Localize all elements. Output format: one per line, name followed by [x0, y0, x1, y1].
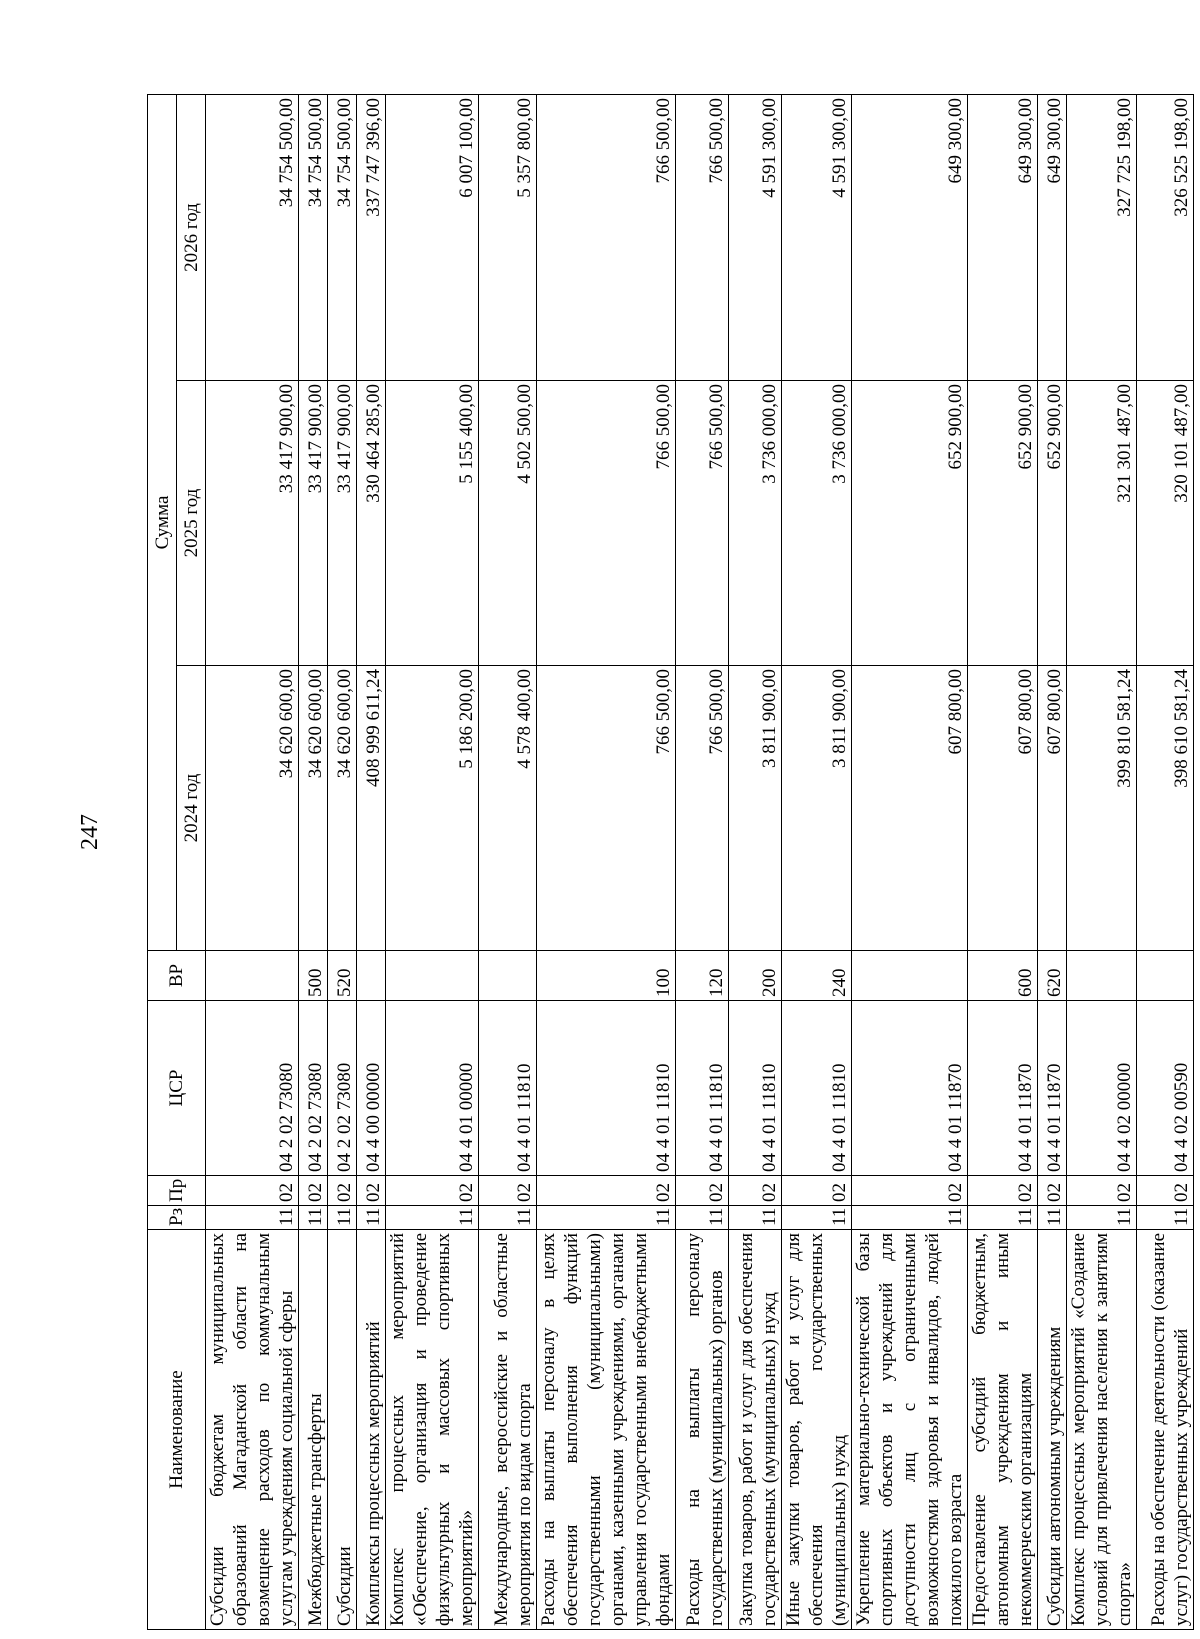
row-name: Субсидии бюджетам муниципальных образований Магаданской области на возмещение расходов по коммунальным услугам учреждениям социальной сферы	[206, 1230, 299, 1630]
table-row	[852, 94, 968, 1629]
row-sum-2026: 34 754 500,00	[206, 94, 299, 380]
row-sum-2024: 398 610 581,24	[1137, 666, 1194, 951]
row-sum-2026: 5 357 800,00	[479, 94, 537, 380]
row-pr: 02	[1137, 1176, 1194, 1206]
row-name: Иные закупки товаров, работ и услуг для обеспечения государственных (муниципальных) нужд	[782, 1230, 852, 1630]
row-csr: 04 4 01 11870	[852, 1001, 968, 1176]
row-sum-2025: 766 500,00	[537, 381, 676, 666]
row-pr: 02	[299, 1176, 328, 1206]
row-sum-2024: 408 999 611,24	[357, 666, 386, 951]
row-pr: 02	[782, 1176, 852, 1206]
row-sum-2024: 3 811 900,00	[782, 666, 852, 951]
row-sum-2025: 652 900,00	[1038, 381, 1067, 666]
header-row-1	[148, 94, 177, 1629]
row-name: Укрепление материально-технической базы спортивных объектов и учреждений для доступности лиц с ограниченными возможностями здоровья и инвалидов, людей пожилого возраста	[852, 1230, 968, 1630]
row-vr	[1137, 951, 1194, 1001]
table-row	[537, 94, 676, 1629]
table-row	[299, 94, 328, 1629]
row-rz: 11	[676, 1206, 729, 1230]
row-csr: 04 4 00 00000	[357, 1001, 386, 1176]
row-vr: 240	[782, 951, 852, 1001]
row-vr	[386, 951, 479, 1001]
row-sum-2025: 33 417 900,00	[299, 381, 328, 666]
header-2024: 2024 год	[177, 666, 206, 951]
row-rz: 11	[328, 1206, 357, 1230]
table-row	[206, 94, 299, 1629]
table-row	[1137, 94, 1194, 1629]
row-sum-2025: 3 736 000,00	[729, 381, 782, 666]
row-pr: 02	[357, 1176, 386, 1206]
row-csr: 04 4 01 00000	[386, 1001, 479, 1176]
row-sum-2025: 320 101 487,00	[1137, 381, 1194, 666]
row-name: Расходы на выплаты персоналу государственных (муниципальных) органов	[676, 1230, 729, 1630]
table-row	[782, 94, 852, 1629]
row-csr: 04 4 01 11810	[479, 1001, 537, 1176]
row-rz: 11	[1038, 1206, 1067, 1230]
header-name: Наименование	[148, 1230, 206, 1630]
row-pr: 02	[479, 1176, 537, 1206]
row-csr: 04 4 02 00000	[1067, 1001, 1137, 1176]
row-sum-2024: 3 811 900,00	[729, 666, 782, 951]
row-rz: 11	[299, 1206, 328, 1230]
row-rz: 11	[782, 1206, 852, 1230]
row-vr: 100	[537, 951, 676, 1001]
row-sum-2026: 649 300,00	[852, 94, 968, 380]
table-row	[479, 94, 537, 1629]
row-sum-2025: 766 500,00	[676, 381, 729, 666]
table-row	[968, 94, 1038, 1629]
row-vr: 120	[676, 951, 729, 1001]
row-sum-2025: 321 301 487,00	[1067, 381, 1137, 666]
row-sum-2024: 399 810 581,24	[1067, 666, 1137, 951]
row-sum-2025: 33 417 900,00	[206, 381, 299, 666]
row-name: Комплексы процессных мероприятий	[357, 1230, 386, 1630]
table-row	[1038, 94, 1067, 1629]
table-row	[328, 94, 357, 1629]
budget-table	[147, 94, 1194, 1630]
row-vr	[206, 951, 299, 1001]
row-vr: 520	[328, 951, 357, 1001]
row-sum-2026: 4 591 300,00	[782, 94, 852, 380]
budget-table-rotated	[147, 95, 1192, 1630]
row-csr: 04 4 01 11870	[968, 1001, 1038, 1176]
row-rz: 11	[1067, 1206, 1137, 1230]
row-sum-2024: 5 186 200,00	[386, 666, 479, 951]
row-sum-2026: 766 500,00	[676, 94, 729, 380]
row-pr: 02	[537, 1176, 676, 1206]
row-csr: 04 4 01 11870	[1038, 1001, 1067, 1176]
row-pr: 02	[676, 1176, 729, 1206]
row-vr	[1067, 951, 1137, 1001]
header-rz: Рз	[148, 1206, 206, 1230]
row-vr: 600	[968, 951, 1038, 1001]
row-csr: 04 4 01 11810	[676, 1001, 729, 1176]
row-sum-2026: 337 747 396,00	[357, 94, 386, 380]
row-rz: 11	[479, 1206, 537, 1230]
row-vr	[852, 951, 968, 1001]
row-csr: 04 2 02 73080	[206, 1001, 299, 1176]
row-rz: 11	[386, 1206, 479, 1230]
row-sum-2024: 34 620 600,00	[299, 666, 328, 951]
row-name: Международные, всероссийские и областные мероприятия по видам спорта	[479, 1230, 537, 1630]
table-row	[729, 94, 782, 1629]
row-pr: 02	[206, 1176, 299, 1206]
row-name: Расходы на выплаты персоналу в целях обеспечения выполнения функций государственными (муниципальными) органами, казенными учреждениями, органами управления государственными внебюджетными фондами	[537, 1230, 676, 1630]
row-pr: 02	[852, 1176, 968, 1206]
table-row	[386, 94, 479, 1629]
header-2025: 2025 год	[177, 381, 206, 666]
row-sum-2024: 34 620 600,00	[206, 666, 299, 951]
row-name: Комплекс процессных мероприятий «Создание условий для привлечения населения к занятиям спорта»	[1067, 1230, 1137, 1630]
row-vr: 200	[729, 951, 782, 1001]
row-rz: 11	[1137, 1206, 1194, 1230]
row-sum-2024: 607 800,00	[1038, 666, 1067, 951]
row-rz: 11	[357, 1206, 386, 1230]
row-name: Предоставление субсидий бюджетным, автономным учреждениям и иным некоммерческим организациям	[968, 1230, 1038, 1630]
row-rz: 11	[968, 1206, 1038, 1230]
row-name: Комплекс процессных мероприятий «Обеспечение, организация и проведение физкультурных и массовых спортивных мероприятий»	[386, 1230, 479, 1630]
row-name: Субсидии	[328, 1230, 357, 1630]
row-sum-2026: 326 525 198,00	[1137, 94, 1194, 380]
row-name: Закупка товаров, работ и услуг для обеспечения государственных (муниципальных) нужд	[729, 1230, 782, 1630]
row-csr: 04 4 01 11810	[537, 1001, 676, 1176]
row-pr: 02	[968, 1176, 1038, 1206]
row-sum-2025: 5 155 400,00	[386, 381, 479, 666]
header-vr: ВР	[148, 951, 206, 1001]
row-sum-2026: 6 007 100,00	[386, 94, 479, 380]
row-sum-2025: 4 502 500,00	[479, 381, 537, 666]
table-row	[676, 94, 729, 1629]
row-sum-2024: 766 500,00	[676, 666, 729, 951]
header-pr: Пр	[148, 1176, 206, 1206]
row-rz: 11	[729, 1206, 782, 1230]
row-pr: 02	[328, 1176, 357, 1206]
row-sum-2024: 607 800,00	[968, 666, 1038, 951]
row-rz: 11	[537, 1206, 676, 1230]
row-sum-2025: 3 736 000,00	[782, 381, 852, 666]
row-sum-2025: 652 900,00	[968, 381, 1038, 666]
row-sum-2026: 34 754 500,00	[299, 94, 328, 380]
header-2026: 2026 год	[177, 94, 206, 380]
page-number: 247	[77, 814, 103, 850]
row-sum-2025: 33 417 900,00	[328, 381, 357, 666]
row-pr: 02	[1038, 1176, 1067, 1206]
row-sum-2024: 4 578 400,00	[479, 666, 537, 951]
row-sum-2024: 766 500,00	[537, 666, 676, 951]
row-vr	[479, 951, 537, 1001]
row-pr: 02	[729, 1176, 782, 1206]
row-sum-2026: 34 754 500,00	[328, 94, 357, 380]
row-sum-2025: 330 464 285,00	[357, 381, 386, 666]
table-row	[357, 94, 386, 1629]
row-name: Субсидии автономным учреждениям	[1038, 1230, 1067, 1630]
rotated-table-area	[147, 95, 1192, 1630]
row-sum-2026: 766 500,00	[537, 94, 676, 380]
row-name: Расходы на обеспечение деятельности (оказание услуг) государственных учреждений	[1137, 1230, 1194, 1630]
row-pr: 02	[386, 1176, 479, 1206]
row-rz: 11	[852, 1206, 968, 1230]
table-row	[1067, 94, 1137, 1629]
row-sum-2026: 4 591 300,00	[729, 94, 782, 380]
row-vr	[357, 951, 386, 1001]
row-sum-2026: 327 725 198,00	[1067, 94, 1137, 380]
row-vr: 500	[299, 951, 328, 1001]
row-name: Межбюджетные трансферты	[299, 1230, 328, 1630]
row-csr: 04 4 02 00590	[1137, 1001, 1194, 1176]
row-sum-2026: 649 300,00	[1038, 94, 1067, 380]
row-pr: 02	[1067, 1176, 1137, 1206]
header-csr: ЦСР	[148, 1001, 206, 1176]
row-sum-2024: 34 620 600,00	[328, 666, 357, 951]
row-rz: 11	[206, 1206, 299, 1230]
row-csr: 04 2 02 73080	[299, 1001, 328, 1176]
row-sum-2024: 607 800,00	[852, 666, 968, 951]
row-sum-2026: 649 300,00	[968, 94, 1038, 380]
row-vr: 620	[1038, 951, 1067, 1001]
row-csr: 04 2 02 73080	[328, 1001, 357, 1176]
row-csr: 04 4 01 11810	[729, 1001, 782, 1176]
row-csr: 04 4 01 11810	[782, 1001, 852, 1176]
header-sum: Сумма	[148, 94, 177, 950]
row-sum-2025: 652 900,00	[852, 381, 968, 666]
